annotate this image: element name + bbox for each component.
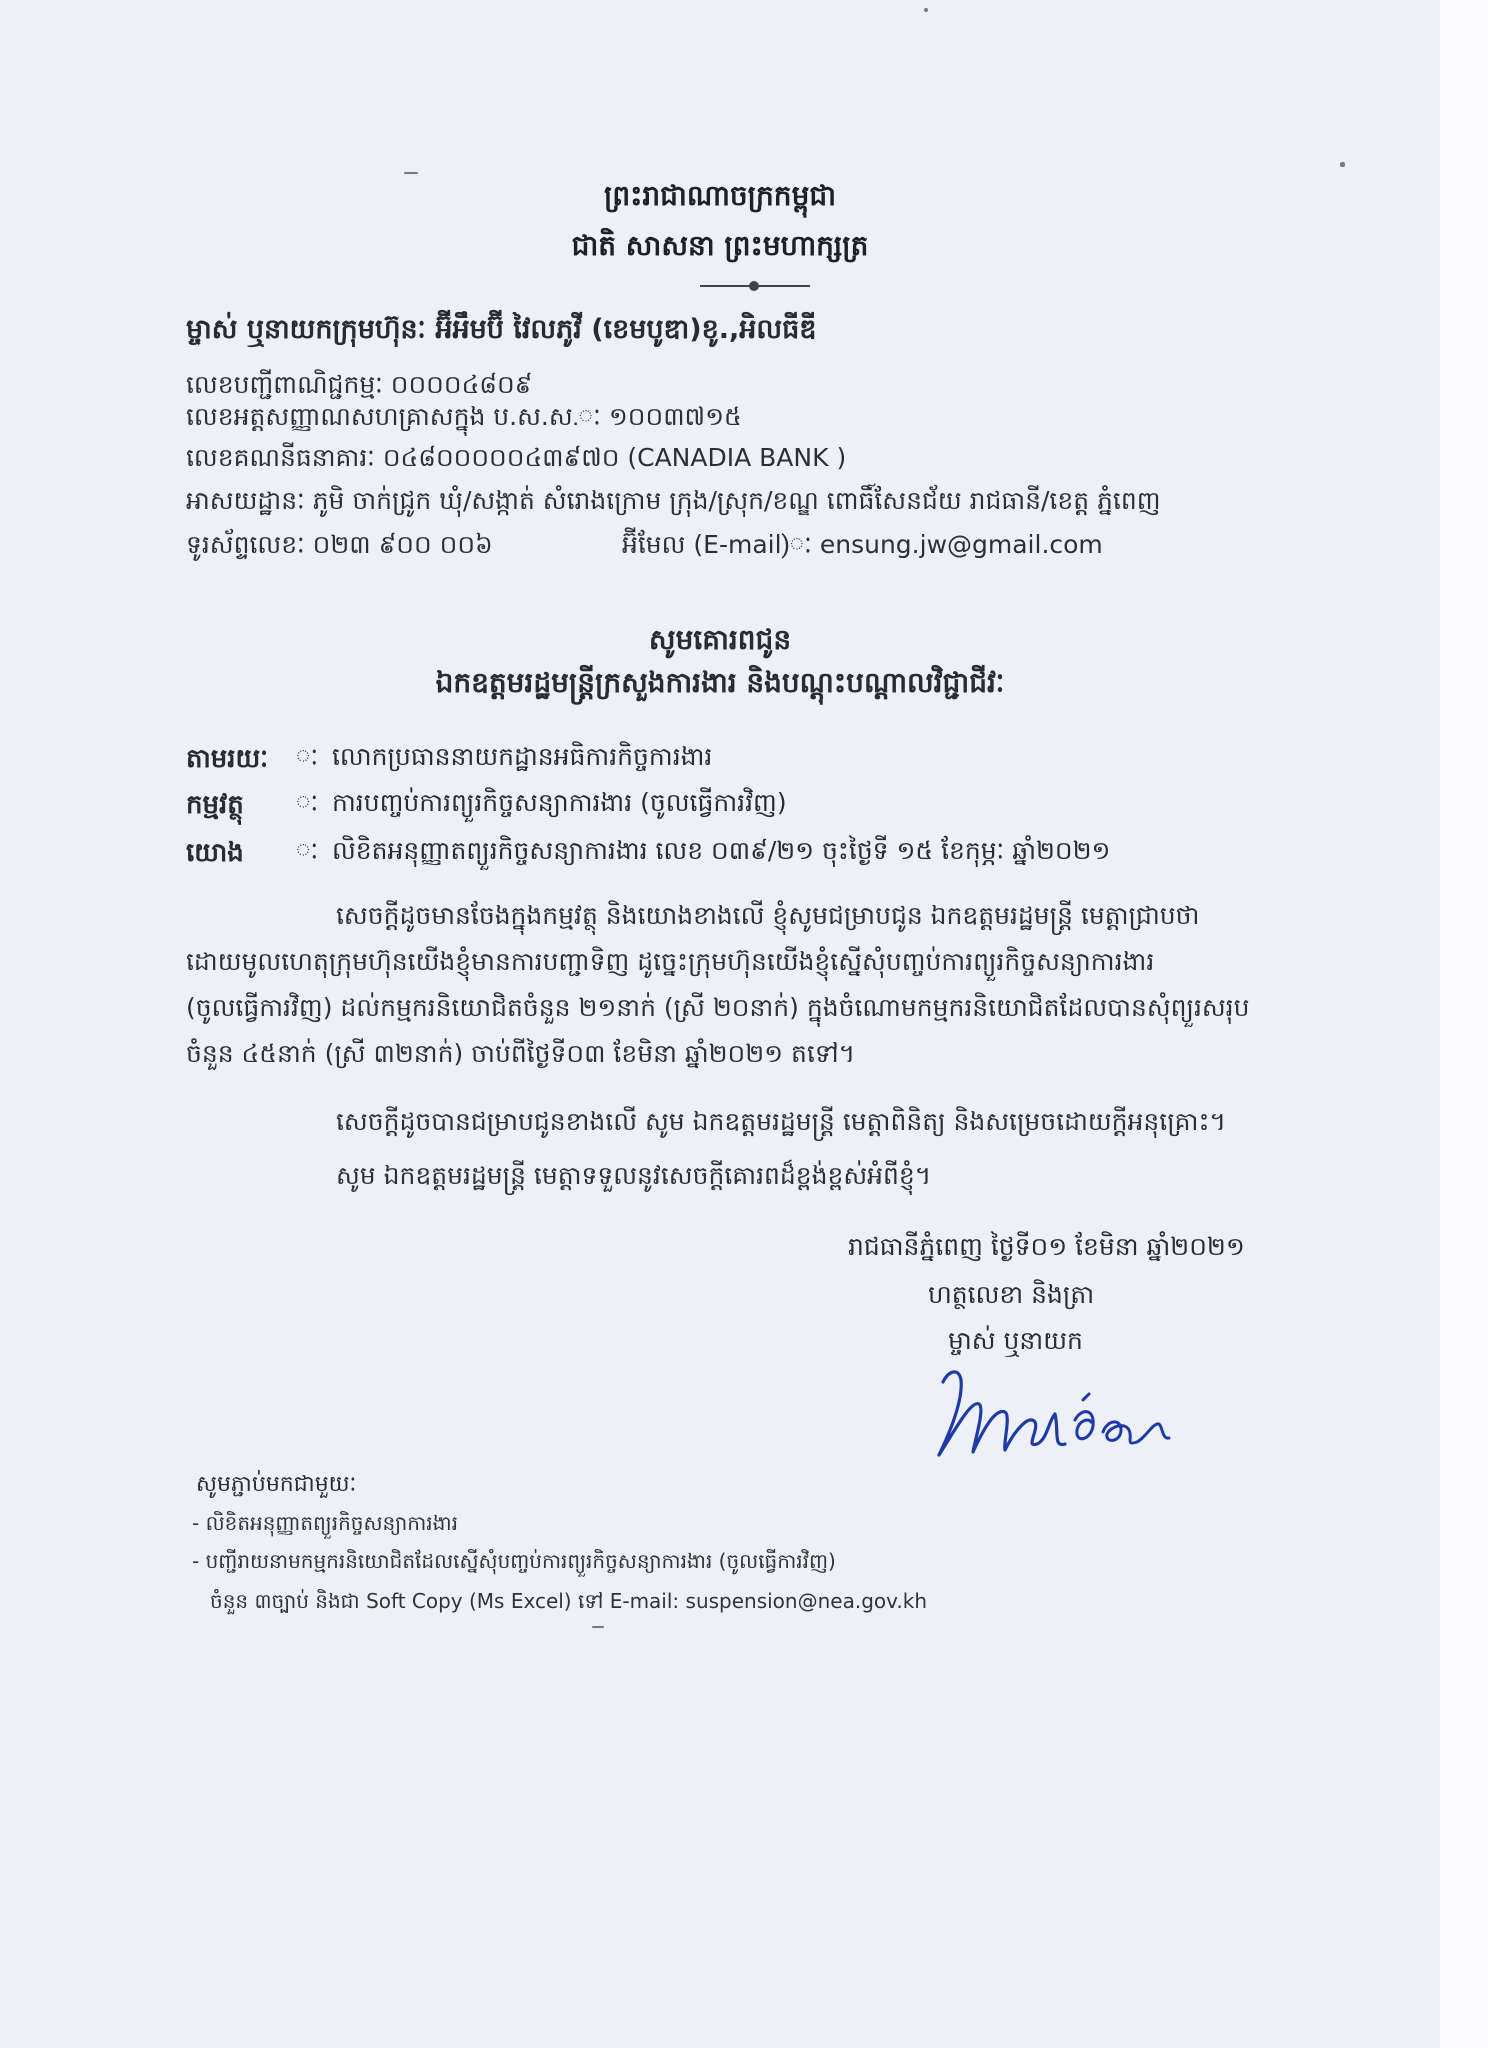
respectfully-heading: សូមគោរពជូន [648,623,792,656]
body-paragraph-1-line-2: ដោយមូលហេតុក្រុមហ៊ុនយើងខ្ញុំមានការបញ្ជាទិញ ដូច្នេះក្រុមហ៊ុនយើងខ្ញុំស្នើសុំបញ្ចប់ការព្យួរកិច្ចសន្យាការងារ [186,947,1155,976]
subject-separator: ៈ [296,788,319,817]
body-paragraph-2: សេចក្តីដូចបានជម្រាបជូនខាងលើ សូម ឯកឧត្តមរដ្ឋមន្ត្រី មេត្តាពិនិត្យ និងសម្រេចដោយក្តីអនុគ្រោះ។ [336,1107,1226,1136]
attachment-item: - បញ្ជីរាយនាមកម្មករនិយោជិតដែលស្នើសុំបញ្ចប់ការព្យួរកិច្ចសន្យាការងារ (ចូលធ្វើការវិញ) [192,1549,836,1573]
bank-account: លេខគណនីធនាគារៈ ០៤៨០០០០០៤៣៩៧០ (CANADIA BANK ) [186,443,847,472]
scan-speck [1340,162,1345,167]
body-paragraph-3: សូម ឯកឧត្តមរដ្ឋមន្ត្រី មេត្តាទទួលនូវសេចក្តីគោរពដ៏ខ្ពង់ខ្ពស់អំពីខ្ញុំ។ [336,1161,932,1190]
national-motto: ជាតិ សាសនា ព្រះមហាក្សត្រ [571,229,869,262]
subject-value: ការបញ្ចប់ការព្យួរកិច្ចសន្យាការងារ (ចូលធ្វើការវិញ) [332,788,787,817]
company-email: អ៊ីមែល (E-mail)ៈ ensung.jw@gmail.com [622,530,1103,559]
place-and-date: រាជធានីភ្នំពេញ ថ្ងៃទី០១ ខែមិនា ឆ្នាំ២០២១ [848,1232,1245,1261]
company-phone: ទូរស័ព្ទលេខៈ ០២៣ ៩០០ ០០៦ [186,530,493,559]
attachment-note: ចំនួន ៣ច្បាប់ និងជា Soft Copy (Ms Excel) ទៅ E-mail: suspension@nea.gov.kh [210,1589,928,1613]
body-paragraph-1-line-3: (ចូលធ្វើការវិញ) ដល់កម្មករនិយោជិតចំនួន ២១នាក់ (ស្រី ២០នាក់) ក្នុងចំណោមកម្មករនិយោជិតដែលបានសុំព្យួរសរុប [186,993,1250,1022]
scan-speck [592,1626,604,1628]
handwritten-signature [925,1360,1185,1480]
reference-value: លិខិតអនុញ្ញាតព្យួរកិច្ចសន្យាការងារ លេខ ០៣៩/២១ ចុះថ្ងៃទី ១៥ ខែកុម្ភៈ ឆ្នាំ២០២១ [332,836,1111,865]
nssf-number: លេខអត្តសញ្ញាណសហគ្រាសក្នុង ប.ស.ស.ៈ ១០០៣៧១៥ [186,402,742,431]
company-owner-line: ម្ចាស់ ឬនាយកក្រុមហ៊ុនៈ អ៊ីអឹមប៊ី វៃលភូវី (ខេមបូឌា)ខូ.,អិលធីឌី [186,314,817,345]
scan-speck [924,8,928,12]
attachment-item: - លិខិតអនុញ្ញាតព្យួរកិច្ចសន្យាការងារ [192,1511,459,1535]
via-label: តាមរយៈ [186,744,269,774]
recipient-title: ឯកឧត្តមរដ្ឋមន្ត្រីក្រសួងការងារ និងបណ្តុះបណ្តាលវិជ្ជាជីវៈ [435,666,1005,699]
via-value: លោកប្រធាននាយកដ្ឋានអធិការកិច្ចការងារ [332,742,713,771]
attachments-heading: សូមភ្ជាប់មកជាមួយៈ [196,1472,357,1497]
page-edge [1440,0,1488,2048]
subject-label: កម្មវត្ថុ [186,790,244,820]
scan-speck [404,172,418,174]
signer-role: ម្ចាស់ ឬនាយក [948,1326,1083,1355]
via-separator: ៈ [296,742,319,771]
body-paragraph-1-line-1: សេចក្តីដូចមានចែងក្នុងកម្មវត្ថុ និងយោងខាងលើ ខ្ញុំសូមជម្រាបជូន ឯកឧត្តមរដ្ឋមន្ត្រី មេត្តាជ្រាបថា [336,901,1200,930]
signature-title: ហត្ថលេខា និងត្រា [928,1280,1095,1309]
kingdom-title: ព្រះរាជាណាចក្រកម្ពុជា [603,179,836,212]
body-paragraph-1-line-4: ចំនួន ៤៥នាក់ (ស្រី ៣២នាក់) ចាប់ពីថ្ងៃទី០៣ ខែមិនា ឆ្នាំ២០២១ តទៅ។ [186,1039,856,1068]
header-divider-ornament [749,281,759,291]
reference-label: យោង [186,838,244,868]
reference-separator: ៈ [296,836,319,865]
company-address: អាសយដ្ឋានៈ ភូមិ ចាក់ជ្រូក ឃុំ/សង្កាត់ សំរោងក្រោម ក្រុង/ស្រុក/ខណ្ឌ ពោធិ៍សែនជ័យ រាជធានី/ខេត្ត ភ្នំពេញ [186,486,1161,515]
registration-number: លេខបញ្ជីពាណិជ្ជកម្មៈ ០០០០៤៨០៩ [186,370,533,399]
